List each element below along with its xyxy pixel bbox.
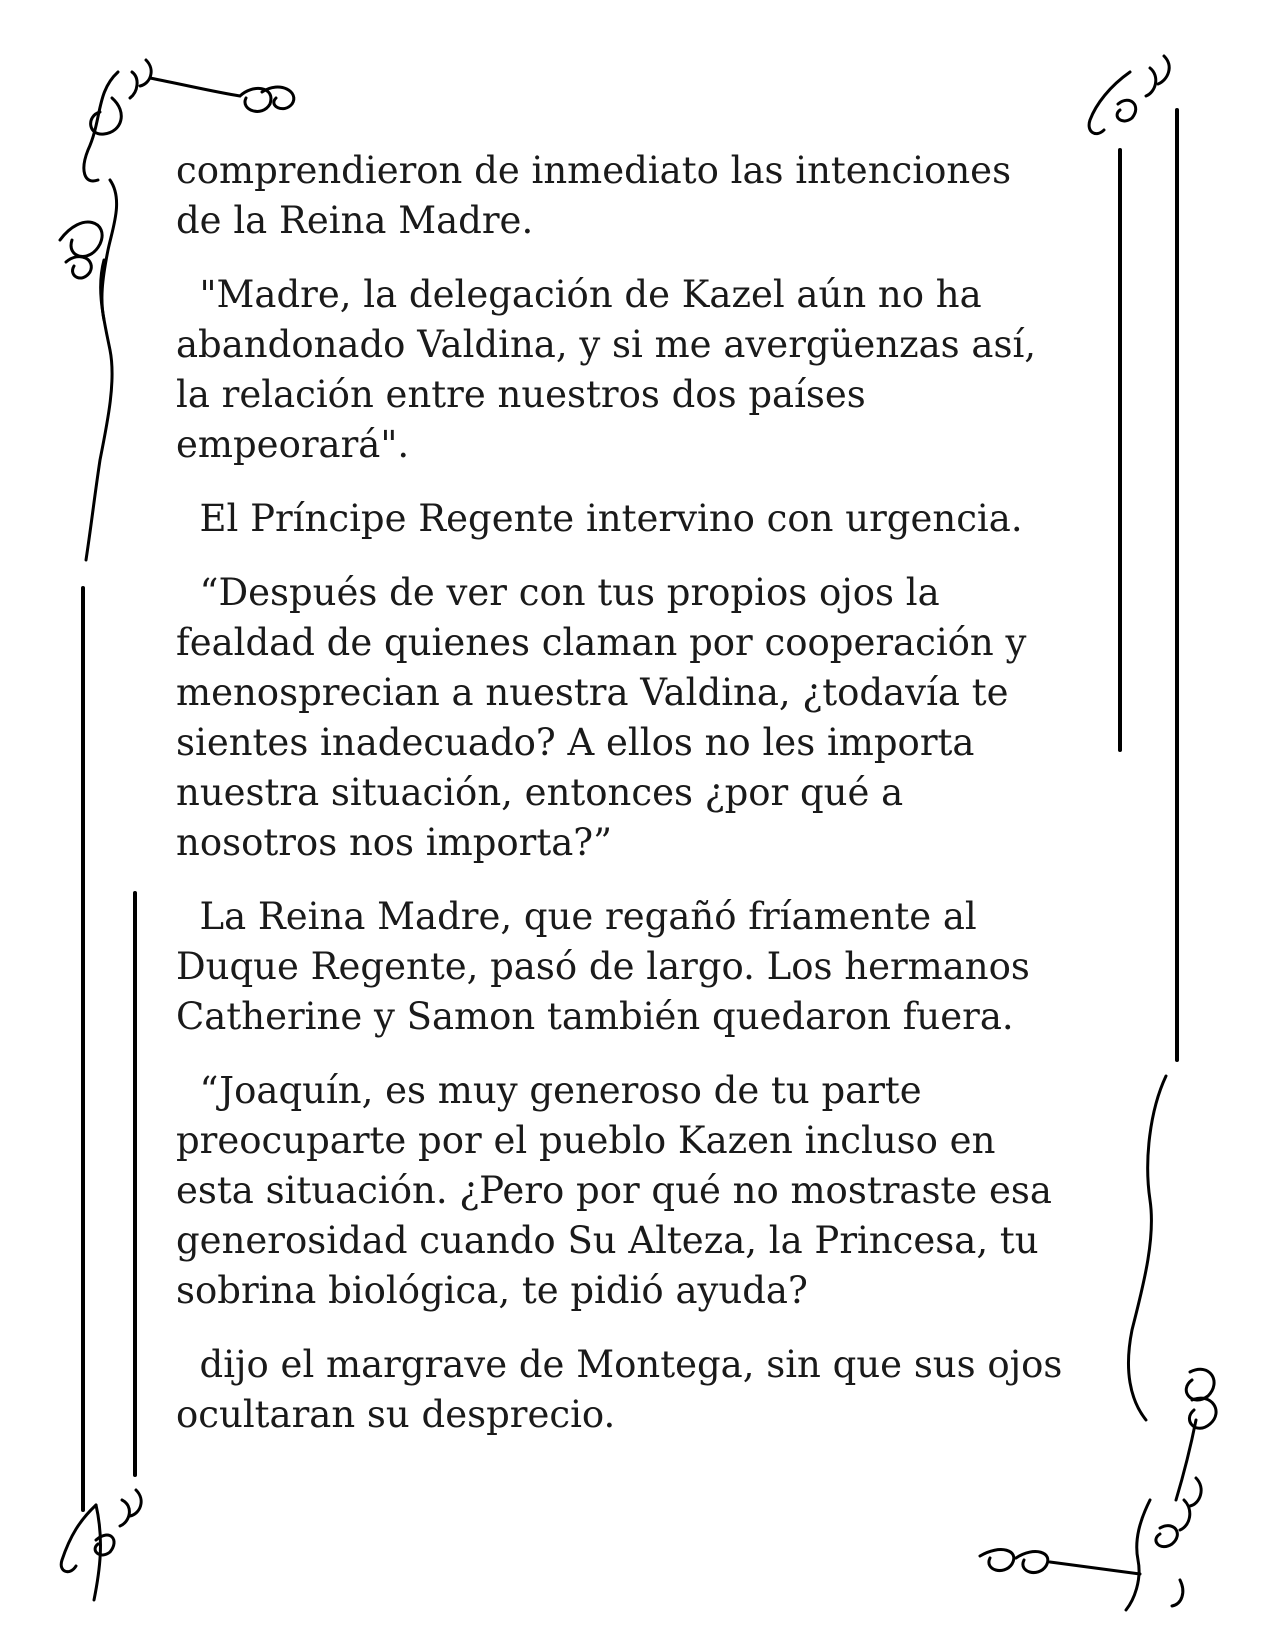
text-line: Catherine y Samon también quedaron fuera. [176,995,1014,1038]
left-border-lines [83,588,135,1510]
bottom-right-flourish-icon [980,1478,1201,1610]
paragraph [176,892,1096,1042]
text-line: preocuparte por el pueblo Kazen incluso en [176,1119,996,1162]
text-line: menosprecian a nuestra Valdina, ¿todavía te [176,671,1009,714]
right-swirl-flourish-icon [1128,1076,1216,1500]
right-border-lines [1120,110,1177,1060]
text-line: nuestra situación, entonces ¿por qué a [176,771,904,814]
text-line: fealdad de quienes claman por cooperación y [176,621,1027,664]
top-right-flourish-icon [1089,56,1169,134]
paragraph [176,270,1096,470]
text-line: comprendieron de inmediato las intenciones [176,149,1012,192]
text-line: sobrina biológica, te pidió ayuda? [176,1269,808,1312]
text-line: ocultaran su desprecio. [176,1393,616,1436]
paragraph [176,1340,1096,1440]
paragraph [176,146,1096,246]
text-line: "Madre, la delegación de Kazel aún no ha [176,273,982,316]
body-text [176,146,1096,1464]
paragraph [176,568,1096,868]
bottom-left-flourish-icon [61,1490,141,1600]
text-line: la relación entre nuestros dos países [176,373,866,416]
paragraph [176,494,1096,544]
text-line: esta situación. ¿Pero por qué no mostraste esa [176,1169,1052,1212]
text-line: empeorará". [176,423,410,466]
text-line: Duque Regente, pasó de largo. Los hermanos [176,945,1030,988]
text-line: “Después de ver con tus propios ojos la [176,571,940,614]
text-line: abandonado Valdina, y si me avergüenzas así, [176,323,1037,366]
text-line: La Reina Madre, que regañó fríamente al [176,895,977,938]
text-line: nosotros nos importa?” [176,821,613,864]
paragraph [176,1066,1096,1316]
text-line: sientes inadecuado? A ellos no les importa [176,721,975,764]
text-line: dijo el margrave de Montega, sin que sus ojos [176,1343,1063,1386]
text-line: de la Reina Madre. [176,199,534,242]
text-line: “Joaquín, es muy generoso de tu parte [176,1069,922,1112]
text-line: generosidad cuando Su Alteza, la Princesa, tu [176,1219,1039,1262]
text-line: El Príncipe Regente intervino con urgencia. [176,497,1023,540]
